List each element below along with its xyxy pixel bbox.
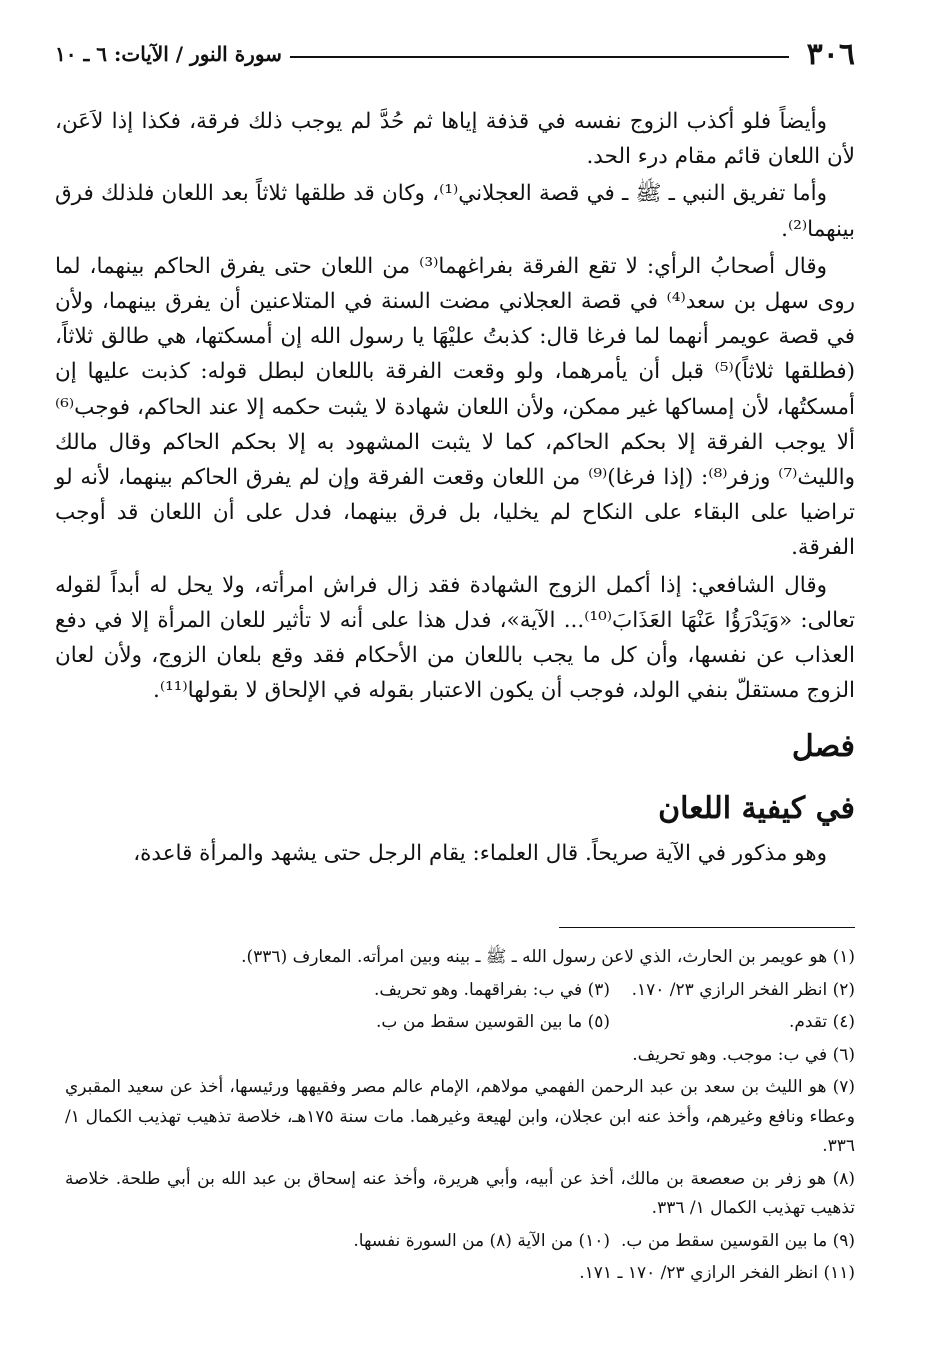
footnote-rule [559,927,855,928]
footnote: (٤) تقدم. [788,1012,855,1032]
footnote: (١٠) من الآية (٨) من السورة نفسها. [353,1230,610,1251]
page-number: ٣٠٦ [806,36,855,72]
paragraph: وقال الشافعي: إذا أكمل الزوج الشهادة فقد زال فراش امرأته، ولا يحل له أبداً لقوله تعالى: «وَيَدْرَؤُا عَنْهَا العَذَابَ⁽¹⁰⁾... الآية»، فدل هذا على أنه لا تأثير للعان المرأة إلا في دفع العذاب عن نفسها، وأن كل ما يجب باللعان من الأحكام فقد وقع بلعان الزوج، ولأن لعان الزوج مستقلّ بنفي الولد، فوجب أن يكون الاعتبار بقوله في الإلحاق لا بقولها⁽¹¹⁾. [55,572,855,704]
footnote: (٧) هو الليث بن سعد بن عبد الرحمن الفهمي مولاهم، الإمام عالم مصر وفقيهها ورئيسها، أخذ عن سعيد المقبري وعطاء ونافع وغيرهم، وأخذ عنه ابن عجلان، وابن لهيعة وغيرهما. مات سنة ١٧٥هـ، خلاصة تذهيب تهذيب الكمال ١/ ٣٣٦. [65,1077,855,1156]
paragraph: وأما تفريق النبي ـ ﷺ ـ في قصة العجلاني⁽¹⁾، وكان قد طلقها ثلاثاً بعد اللعان فلذلك فرق بينهما⁽²⁾. [55,181,855,242]
footnote: (١١) انظر الفخر الرازي ٢٣/ ١٧٠ ـ ١٧١. [579,1263,855,1283]
footnote: (٩) ما بين القوسين سقط من ب. [621,1230,855,1251]
footnote: (٨) هو زفر بن صعصعة بن مالك، أخذ عن أبيه، وأبي هريرة، وأخذ عنه إسحاق بن عبد الله بن أبي طلحة. خلاصة تذهيب تهذيب الكمال ١/ ٣٣٦. [65,1168,855,1218]
footnote-row [65,1227,855,1257]
surah-title: سورة النور / الآيات: ٦ ـ ١٠ [55,42,282,66]
section-heading: فصل [791,729,855,765]
header-rule [290,56,789,58]
footnote-row [65,1008,855,1038]
footnote: (٢) انظر الفخر الرازي ٢٣/ ١٧٠. [631,979,855,1000]
running-header [55,34,855,74]
footnote-row [65,976,855,1006]
section-subheading: في كيفية اللعان [658,791,855,827]
footnote: (٦) في ب: موجب. وهو تحريف. [632,1044,855,1065]
footnote: (٥) ما بين القوسين سقط من ب. [376,1012,610,1032]
footnote: (٣) في ب: بفراقهما. وهو تحريف. [373,979,610,1000]
paragraph: وهو مذكور في الآية صريحاً. قال العلماء: يقام الرجل حتى يشهد والمرأة قاعدة، [133,841,827,867]
main-text [55,104,855,874]
footnote: (١) هو عويمر بن الحارث، الذي لاعن رسول الله ـ ﷺ ـ بينه وبين امرأته. المعارف (٣٣٦). [241,947,855,967]
footnotes [65,943,855,1292]
paragraph: وقال أصحابُ الرأي: لا تقع الفرقة بفراغهما⁽³⁾ من اللعان حتى يفرق الحاكم بينهما، لما روى سهل بن سعد⁽⁴⁾ في قصة العجلاني مضت السنة في المتلاعنين أن يفرق بينهما، ولأن في قصة عويمر أنهما لما فرغا قال: كذبتُ عليْهَا يا رسول الله إن أمسكتها، هي طالق ثلاثاً، (فطلقها ثلاثاً)⁽⁵⁾ قبل أن يأمرهما، ولو وقعت الفرقة باللعان لبطل قوله: كذبت عليها إن أمسكتُها، لأن إمساكها غير ممكن، ولأن اللعان شهادة لا يثبت حكمه إلا عند الحاكم، فوجب⁽⁶⁾ ألا يوجب الفرقة إلا بحكم الحاكم، كما لا يثبت المشهود به إلا بحكم الحاكم وقال مالك والليث⁽⁷⁾ وزفر⁽⁸⁾: (إذا فرغا)⁽⁹⁾ من اللعان وقعت الفرقة وإن لم يفرق الحاكم بينهما، لأنه لو تراضيا على البقاء على النكاح لم يخليا، بل فرق بينهما، فدل على أن اللعان قد أوجب الفرقة. [55,253,855,561]
paragraph: وأيضاً فلو أكذب الزوج نفسه في قذفة إياها ثم حُدَّ لم يوجب ذلك فرقة، فكذا إذا لاَعَن، لأن اللعان قائم مقام درء الحد. [55,109,855,170]
